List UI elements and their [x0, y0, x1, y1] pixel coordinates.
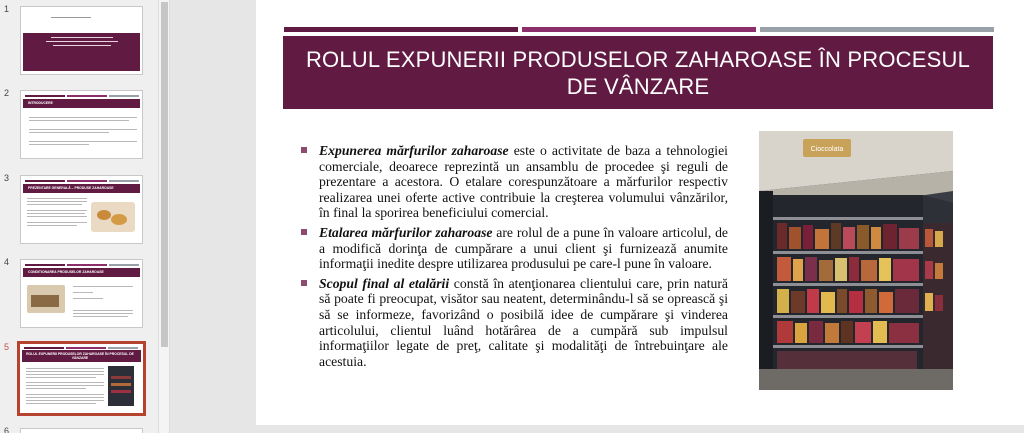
slide-number-2: 2: [4, 88, 10, 98]
accent-bar-3: [760, 27, 994, 32]
slide-thumbnail-5-selected[interactable]: [17, 341, 146, 416]
shelf-photo-image: [759, 131, 953, 390]
bullet-text: este o activitate de baza a tehnologiei comerciale, deoarece reprezintă un ansamblu de procedee şi reguli de prezentare a acestora. O etalare corespunzătoare a mărfurilor respectiv realizarea unei oferte active contribuie la creşterea volumului vânzărilor, în final la sporirea beneficiului comercial.: [319, 143, 728, 221]
bullet-square-icon: [301, 147, 307, 153]
thumb-3-image: [91, 202, 135, 232]
accent-bar-2: [522, 27, 756, 32]
bullet-item: [301, 225, 728, 272]
bullet-lead: Expunerea mărfurilor zaharoase: [319, 143, 509, 158]
slide-body[interactable]: [301, 143, 728, 373]
slide-number-6: 6: [4, 426, 10, 433]
slide-number-5: 5: [4, 342, 10, 352]
slide-thumbnail-6[interactable]: [20, 428, 143, 433]
slide-number-4: 4: [4, 257, 10, 267]
thumb-5-image: [108, 366, 134, 406]
thumb-4-image: [27, 285, 65, 313]
bullet-item: [301, 143, 728, 221]
thumbnail-scrollbar[interactable]: [158, 0, 170, 433]
slide-number-1: 1: [4, 4, 10, 14]
bullet-square-icon: [301, 280, 307, 286]
bullet-item: [301, 276, 728, 370]
slide-thumbnail-2[interactable]: [20, 90, 143, 159]
slide-thumbnail-4[interactable]: [20, 259, 143, 328]
shelf-sign-text: Cioccolata: [810, 146, 844, 153]
bullet-text: constă în atenţionarea clientului care, prin natură să poate fi preocupat, visător sau neatent, determinându-l să se oprească şi să se informeze, favorizând o posibilă idee de cumpărare şi vinderea articolului, clientul luând hotărârea de a cumpără sub impulsul informaţiilor legate de preţ, calitate şi modalităţi de întrebuinţare ale acestuia.: [319, 275, 729, 369]
shelf-photo[interactable]: [759, 131, 953, 390]
slide-title-band[interactable]: [283, 36, 993, 109]
slide-number-3: 3: [4, 173, 10, 183]
thumb-3-heading: PREZENTARE GENERALĂ – PRODUSE ZAHAROASE: [28, 186, 114, 190]
bullet-lead: Etalarea mărfurilor zaharoase: [319, 224, 493, 240]
bullet-square-icon: [301, 229, 307, 235]
thumbnail-scrollbar-thumb[interactable]: [161, 2, 168, 347]
slide-thumbnail-pane: [0, 0, 158, 433]
thumb-2-heading: INTRODUCERE: [28, 101, 53, 105]
accent-bar-1: [284, 27, 518, 32]
slide-thumbnail-1[interactable]: [20, 6, 143, 75]
thumb-5-heading: ROLUL EXPUNERII PRODUSELOR ZAHAROASE ÎN PROCESUL DE VÂNZARE: [26, 352, 134, 360]
thumb-4-heading: CONDITIONAREA PRODUSELOR ZAHAROASE: [28, 270, 104, 274]
bullet-lead: Scopul final al etalării: [319, 275, 450, 291]
slide-canvas[interactable]: [256, 0, 1024, 425]
slide-thumbnail-3[interactable]: [20, 175, 143, 244]
bullet-text: are rolul de a pune în valoare articolul, de a modifică dorinţa de cumpărare a unui client şi furnizează anumite informaţii inedite despre utilizarea produsului pe care-l pune în valoare.: [319, 224, 728, 272]
slide-title[interactable]: ROLUL EXPUNERII PRODUSELOR ZAHAROASE ÎN PROCESUL DE VÂNZARE: [305, 46, 971, 99]
